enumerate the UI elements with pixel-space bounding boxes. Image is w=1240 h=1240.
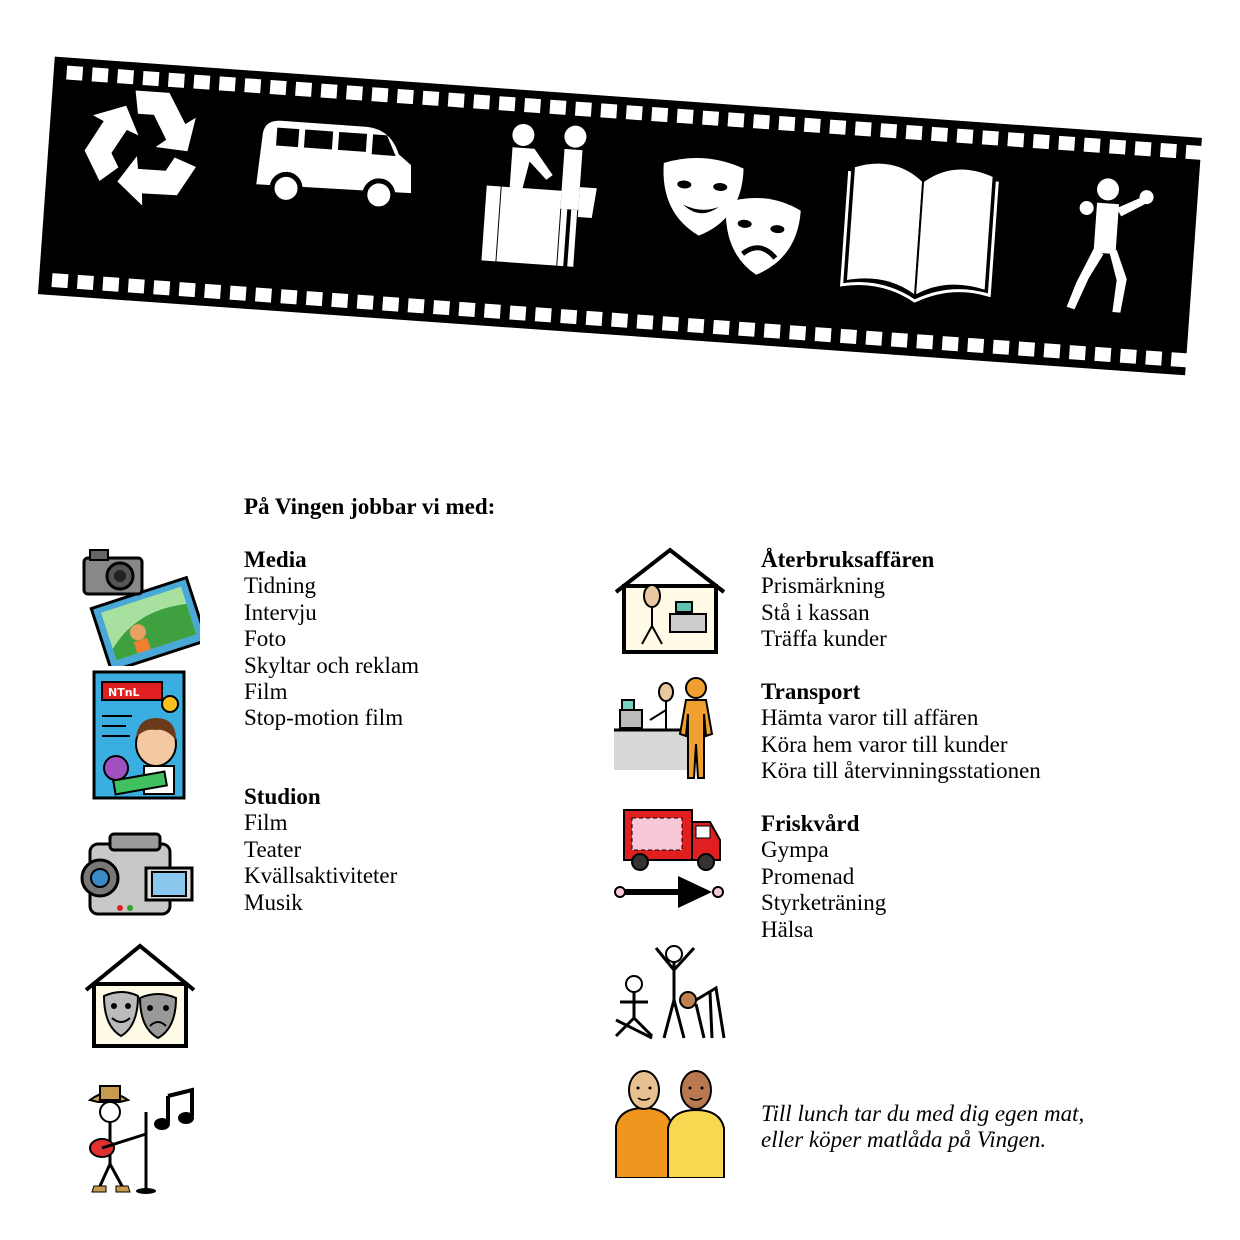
- svg-text:NTnL: NTnL: [108, 686, 140, 699]
- friends-icon: [610, 1066, 730, 1178]
- film-perforation: [549, 100, 566, 115]
- section-aterbruksaffaren: [761, 547, 934, 653]
- film-perforation: [193, 75, 210, 90]
- film-perforation: [702, 111, 719, 126]
- film-perforation: [840, 329, 857, 344]
- film-perforation: [473, 94, 490, 109]
- film-perforation: [967, 338, 984, 353]
- film-perforation: [77, 275, 94, 290]
- open-book-icon: [841, 161, 998, 307]
- film-perforation: [382, 296, 399, 311]
- list-item: Tidning: [244, 573, 317, 599]
- section-heading: Transport: [761, 679, 861, 704]
- video-camera-icon: [80, 832, 198, 922]
- film-perforation: [891, 332, 908, 347]
- film-perforation: [1135, 141, 1152, 156]
- cashier-icon: [612, 674, 728, 784]
- film-perforation: [346, 85, 363, 100]
- film-perforation: [600, 103, 617, 118]
- film-perforation: [117, 69, 134, 84]
- film-perforation: [931, 127, 948, 142]
- film-perforation: [829, 120, 846, 135]
- list-item: Foto: [244, 626, 287, 652]
- film-perforation: [1007, 132, 1024, 147]
- film-perforation: [433, 300, 450, 315]
- film-perforation: [92, 67, 109, 82]
- film-perforation: [51, 273, 68, 288]
- film-perforation: [255, 287, 272, 302]
- film-perforation: [651, 107, 668, 122]
- film-perforation: [1145, 351, 1162, 366]
- film-perforation: [142, 71, 159, 86]
- film-perforation: [662, 316, 679, 331]
- film-perforation: [357, 295, 374, 310]
- list-item: Träffa kunder: [761, 626, 887, 652]
- film-perforation: [1120, 349, 1137, 364]
- list-item: Prismärkning: [761, 573, 885, 599]
- list-item: Hämta varor till affären: [761, 705, 979, 731]
- film-perforation: [611, 313, 628, 328]
- list-item: Film: [244, 810, 288, 836]
- lunch-note: [761, 1101, 1084, 1154]
- film-perforation: [484, 304, 501, 319]
- film-perforation: [295, 82, 312, 97]
- section-friskvard: [761, 811, 886, 943]
- film-perforation: [397, 89, 414, 104]
- film-perforation: [331, 293, 348, 308]
- film-perforation: [687, 318, 704, 333]
- film-perforation: [815, 327, 832, 342]
- film-perforation: [1084, 138, 1101, 153]
- film-perforation: [458, 302, 475, 317]
- film-perforation: [942, 336, 959, 351]
- shop-house-icon: [612, 546, 728, 656]
- film-perforation: [244, 78, 261, 93]
- film-perforation: [219, 76, 236, 91]
- film-perforation: [1069, 345, 1086, 360]
- list-item: Kvällsaktiviteter: [244, 863, 398, 889]
- film-perforation: [993, 340, 1010, 355]
- film-perforation: [855, 121, 872, 136]
- section-studion: [244, 784, 397, 916]
- section-heading: Återbruksaffären: [761, 547, 935, 572]
- film-perforation: [509, 305, 526, 320]
- list-item: Musik: [244, 889, 303, 915]
- film-perforation: [153, 280, 170, 295]
- film-perforation: [916, 334, 933, 349]
- film-strip-banner: [0, 0, 1240, 400]
- film-perforation: [728, 112, 745, 127]
- list-item: Skyltar och reklam: [244, 652, 420, 678]
- film-perforation: [535, 307, 552, 322]
- film-perforation: [804, 118, 821, 133]
- film-perforation: [1094, 347, 1111, 362]
- film-perforation: [753, 114, 770, 129]
- magazine-icon: [86, 668, 190, 804]
- film-perforation: [865, 331, 882, 346]
- film-perforation: [764, 323, 781, 338]
- film-perforation: [956, 129, 973, 144]
- film-perforation: [1171, 352, 1188, 367]
- list-item: Film: [244, 679, 288, 705]
- list-item: Styrketräning: [761, 890, 887, 916]
- film-perforation: [179, 282, 196, 297]
- film-perforation: [626, 105, 643, 120]
- film-perforation: [1185, 145, 1202, 160]
- film-perforation: [499, 96, 516, 111]
- lunch-line: Till lunch tar du med dig egen mat,: [761, 1101, 1085, 1126]
- film-perforation: [575, 102, 592, 117]
- section-media: [244, 547, 419, 732]
- exercise-icon: [612, 940, 728, 1044]
- film-perforation: [738, 322, 755, 337]
- film-perforation: [128, 278, 145, 293]
- film-perforation: [586, 311, 603, 326]
- film-perforation: [880, 123, 897, 138]
- film-perforation: [713, 320, 730, 335]
- film-perforation: [230, 286, 247, 301]
- film-perforation: [1044, 343, 1061, 358]
- film-perforation: [982, 130, 999, 145]
- list-item: Promenad: [761, 863, 855, 889]
- intro-heading: På Vingen jobbar vi med:: [244, 494, 496, 519]
- theater-house-icon: [82, 942, 198, 1050]
- film-perforation: [321, 84, 338, 99]
- list-item: Stop-motion film: [244, 705, 404, 731]
- film-perforation: [789, 325, 806, 340]
- section-heading: Studion: [244, 784, 321, 809]
- film-perforation: [677, 109, 694, 124]
- film-perforation: [422, 91, 439, 106]
- film-perforation: [102, 277, 119, 292]
- section-heading: Media: [244, 547, 307, 572]
- lunch-line: eller köper matlåda på Vingen.: [761, 1127, 1047, 1153]
- film-perforation: [1018, 342, 1035, 357]
- musician-icon: [84, 1072, 200, 1196]
- film-perforation: [408, 298, 425, 313]
- list-item: Stå i kassan: [761, 599, 870, 625]
- film-perforation: [1058, 136, 1075, 151]
- film-perforation: [906, 125, 923, 140]
- film-perforation: [778, 116, 795, 131]
- section-heading: Friskvård: [761, 811, 860, 836]
- film-perforation: [1033, 134, 1050, 149]
- film-perforation: [560, 309, 577, 324]
- list-item: Gympa: [761, 837, 829, 863]
- film-perforation: [280, 289, 297, 304]
- film-perforation: [448, 93, 465, 108]
- film-perforation: [1160, 143, 1177, 158]
- film-perforation: [306, 291, 323, 306]
- film-perforation: [66, 66, 83, 81]
- film-perforation: [524, 98, 541, 113]
- list-item: Teater: [244, 836, 302, 862]
- section-transport: [761, 679, 1041, 785]
- film-perforation: [168, 73, 185, 88]
- list-item: Intervju: [244, 599, 317, 625]
- list-item: Köra till återvinningsstationen: [761, 758, 1041, 784]
- film-perforation: [371, 87, 388, 102]
- film-perforation: [637, 314, 654, 329]
- film-perforation: [270, 80, 287, 95]
- film-perforation: [204, 284, 221, 299]
- list-item: Hälsa: [761, 916, 814, 942]
- delivery-truck-icon: [612, 806, 728, 916]
- camera-photo-icon: [80, 546, 200, 666]
- list-item: Köra hem varor till kunder: [761, 731, 1008, 757]
- film-perforation: [1109, 139, 1126, 154]
